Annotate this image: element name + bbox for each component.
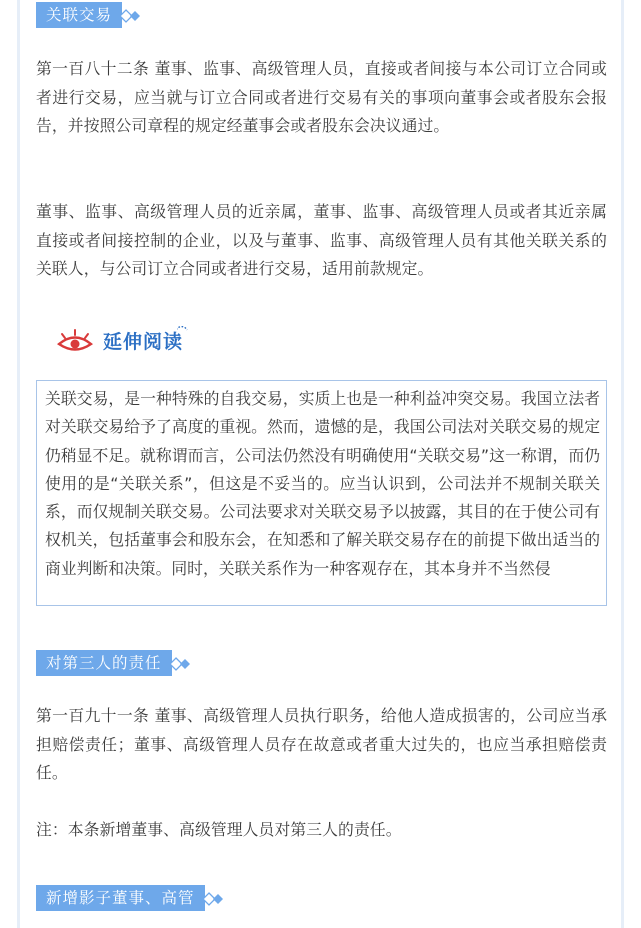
section-tag-related-transactions [36,2,122,28]
article-182-second-paragraph: 董事、监事、高级管理人员的近亲属，董事、监事、高级管理人员或者其近亲属直接或者间接控制的企业，以及与董事、监事、高级管理人员有其他关联关系的关联人，与公司订立合同或者进行交易，适用前款规定。 [36,202,607,278]
section-tag-label: 新增影子董事、高管 [46,889,195,907]
section-tag-label: 对第三人的责任 [46,654,162,672]
article-182-paragraph: 第一百八十二条 董事、监事、高级管理人员，直接或者间接与本公司订立合同或者进行交易，应当就与订立合同或者进行交易有关的事项向董事会或者股东会报告，并按照公司章程的规定经董事会或者股东会决议通过。 [36,59,607,135]
article-191-note: 注：本条新增董事、高级管理人员对第三人的责任。 [36,820,402,839]
section-tag-third-party-liability [36,650,172,676]
diamond-decoration-icon [120,9,144,23]
page-frame-right [621,0,624,928]
extended-reading-header [56,323,189,357]
eye-icon [56,325,94,355]
extended-reading-text: 关联交易，是一种特殊的自我交易，实质上也是一种利益冲突交易。我国立法者对关联交易给予了高度的重视。然而，遗憾的是，我国公司法对关联交易的规定仍稍显不足。就称谓而言，公司法仍然没有明确使用“关联交易”这一称谓，而仍使用的是“关联关系”，但这是不妥当的。应当认识到，公司法并不规制关联关系，而仅规制关联交易。公司法要求对关联交易予以披露，其目的在于使公司有权机关，包括董事会和股东会，在知悉和了解关联交易存在的前提下做出适当的商业判断和决策。同时，关联关系作为一种客观存在，其本身并不当然侵 [45,389,600,578]
diamond-decoration-icon [203,892,227,906]
dotted-arc-icon [177,326,189,340]
extended-reading-box[interactable] [36,380,607,606]
extended-reading-title: 延伸阅读 [103,330,184,353]
diamond-decoration-icon [170,657,194,671]
article-191-paragraph: 第一百九十一条 董事、高级管理人员执行职务，给他人造成损害的，公司应当承担赔偿责任；董事、高级管理人员存在故意或者重大过失的，也应当承担赔偿责任。 [36,706,607,782]
section-tag-shadow-director [36,885,205,911]
page-frame-left [17,0,20,928]
section-tag-label: 关联交易 [46,6,113,24]
